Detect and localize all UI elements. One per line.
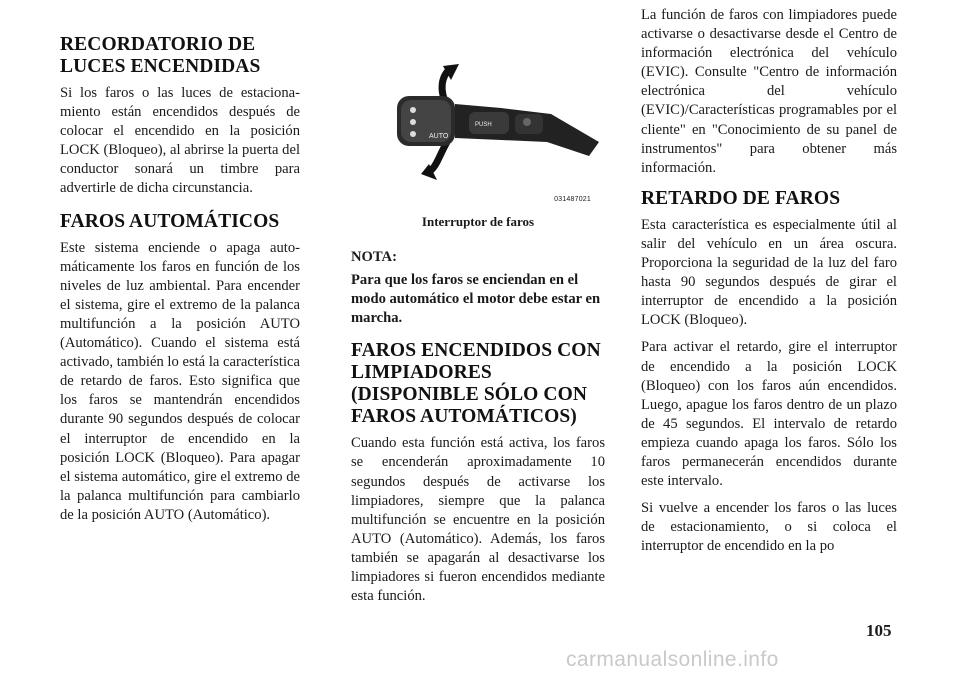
headlight-switch-illustration — [351, 56, 605, 206]
page-number: 105 — [866, 621, 892, 640]
headlight-switch-figure — [351, 56, 605, 238]
auto-headlights-heading: FAROS AUTOMÁTICOS — [60, 210, 280, 232]
note-label: NOTA: — [351, 249, 397, 265]
reminder-heading-line2: LUCES ENCENDIDAS — [60, 56, 261, 77]
push-label: PUSH — [475, 122, 492, 128]
wipers-heading-line1: FAROS ENCENDIDOS CON — [351, 340, 601, 362]
wipers-body-2: La función de faros con limpiadores puede activarse o desactivarse desde el Centro de información electrónica del vehículo (EVIC). Consulte "Centro de información electrónica del vehículo (EVIC)/Características programables por el cliente" en "Conocimiento de su panel de instrumentos" para obtener más información. — [641, 7, 897, 176]
wipers-heading-line4: FAROS AUTOMÁTICOS) — [351, 406, 577, 428]
column-left — [60, 34, 300, 533]
wipers-heading-line2: LIMPIADORES — [351, 362, 492, 384]
wipers-heading — [351, 340, 605, 428]
wipers-body-1: Cuando esta función está activa, los faros se encenderán aproximadamente 10 segundos después de activarse los limpiadores, siempre que la palanca multifunción se encuentre en la posición AUTO (Automático). Además, los faros también se apagarán al desactivarse los limpiadores si fueron encendidos mediante esta función. — [351, 435, 605, 605]
delay-body-3: Si vuelve a encender los faros o las luces de estacionamiento, o si coloca el interruptor de encendido en la po — [641, 500, 897, 555]
reminder-heading — [60, 34, 300, 78]
rotate-down-arrow-icon — [429, 142, 447, 172]
figure-code: 031487021 — [554, 196, 591, 203]
reminder-heading-line1: RECORDATORIO DE — [60, 34, 256, 55]
auto-label: AUTO — [429, 133, 449, 140]
watermark: carmanualsonline.info — [566, 648, 779, 671]
delay-body-1: Esta característica es especialmente útil al salir del vehículo en un área oscura. Proporciona la seguridad de la luz del faro hasta 90 segundos después de girar el interruptor de encendido a la posición LOCK (Bloqueo). — [641, 216, 897, 329]
delay-heading: RETARDO DE FAROS — [641, 187, 841, 209]
note-body: Para que los faros se enciendan en el modo automático el motor debe estar en marcha. — [351, 272, 601, 327]
delay-body-2: Para activar el retardo, gire el interruptor de encendido a la posición LOCK (Bloqueo) con los faros aún encendidos. Luego, apague los faros dentro de un plazo de 45 segundos. El intervalo de retardo empieza cuando apaga los faros. Sólo los faros permanecerán encendidos durante este intervalo. — [641, 339, 897, 490]
wipers-heading-line3: (DISPONIBLE SÓLO CON — [351, 384, 588, 406]
column-right — [641, 6, 897, 564]
column-middle — [351, 48, 605, 614]
reminder-body: Si los faros o las luces de estacionamiento están encendidos después de colocar el encendido en la posición LOCK (Bloqueo), al abrirse la puerta del conductor sonará un timbre para advertirle de dicha circunstancia. — [60, 85, 300, 197]
auto-headlights-body: Este sistema enciende o apaga automáticamente los faros en función de los niveles de luz ambiental. Para encender el sistema, gire el extremo de la palanca multifunción a la posición AUTO (Automático). Cuando el sistema está activado, también lo está la característica de retardo de faros. Esto significa que los faros se mantendrán encendidos durante 90 segundos después de colocar el interruptor de encendido en la posición LOCK (Bloqueo). Para apagar el sistema automático, gire el extremo de la palanca multifunción para cambiarlo de la posición AUTO (Automático). — [60, 239, 300, 523]
figure-caption: Interruptor de faros — [421, 214, 535, 229]
